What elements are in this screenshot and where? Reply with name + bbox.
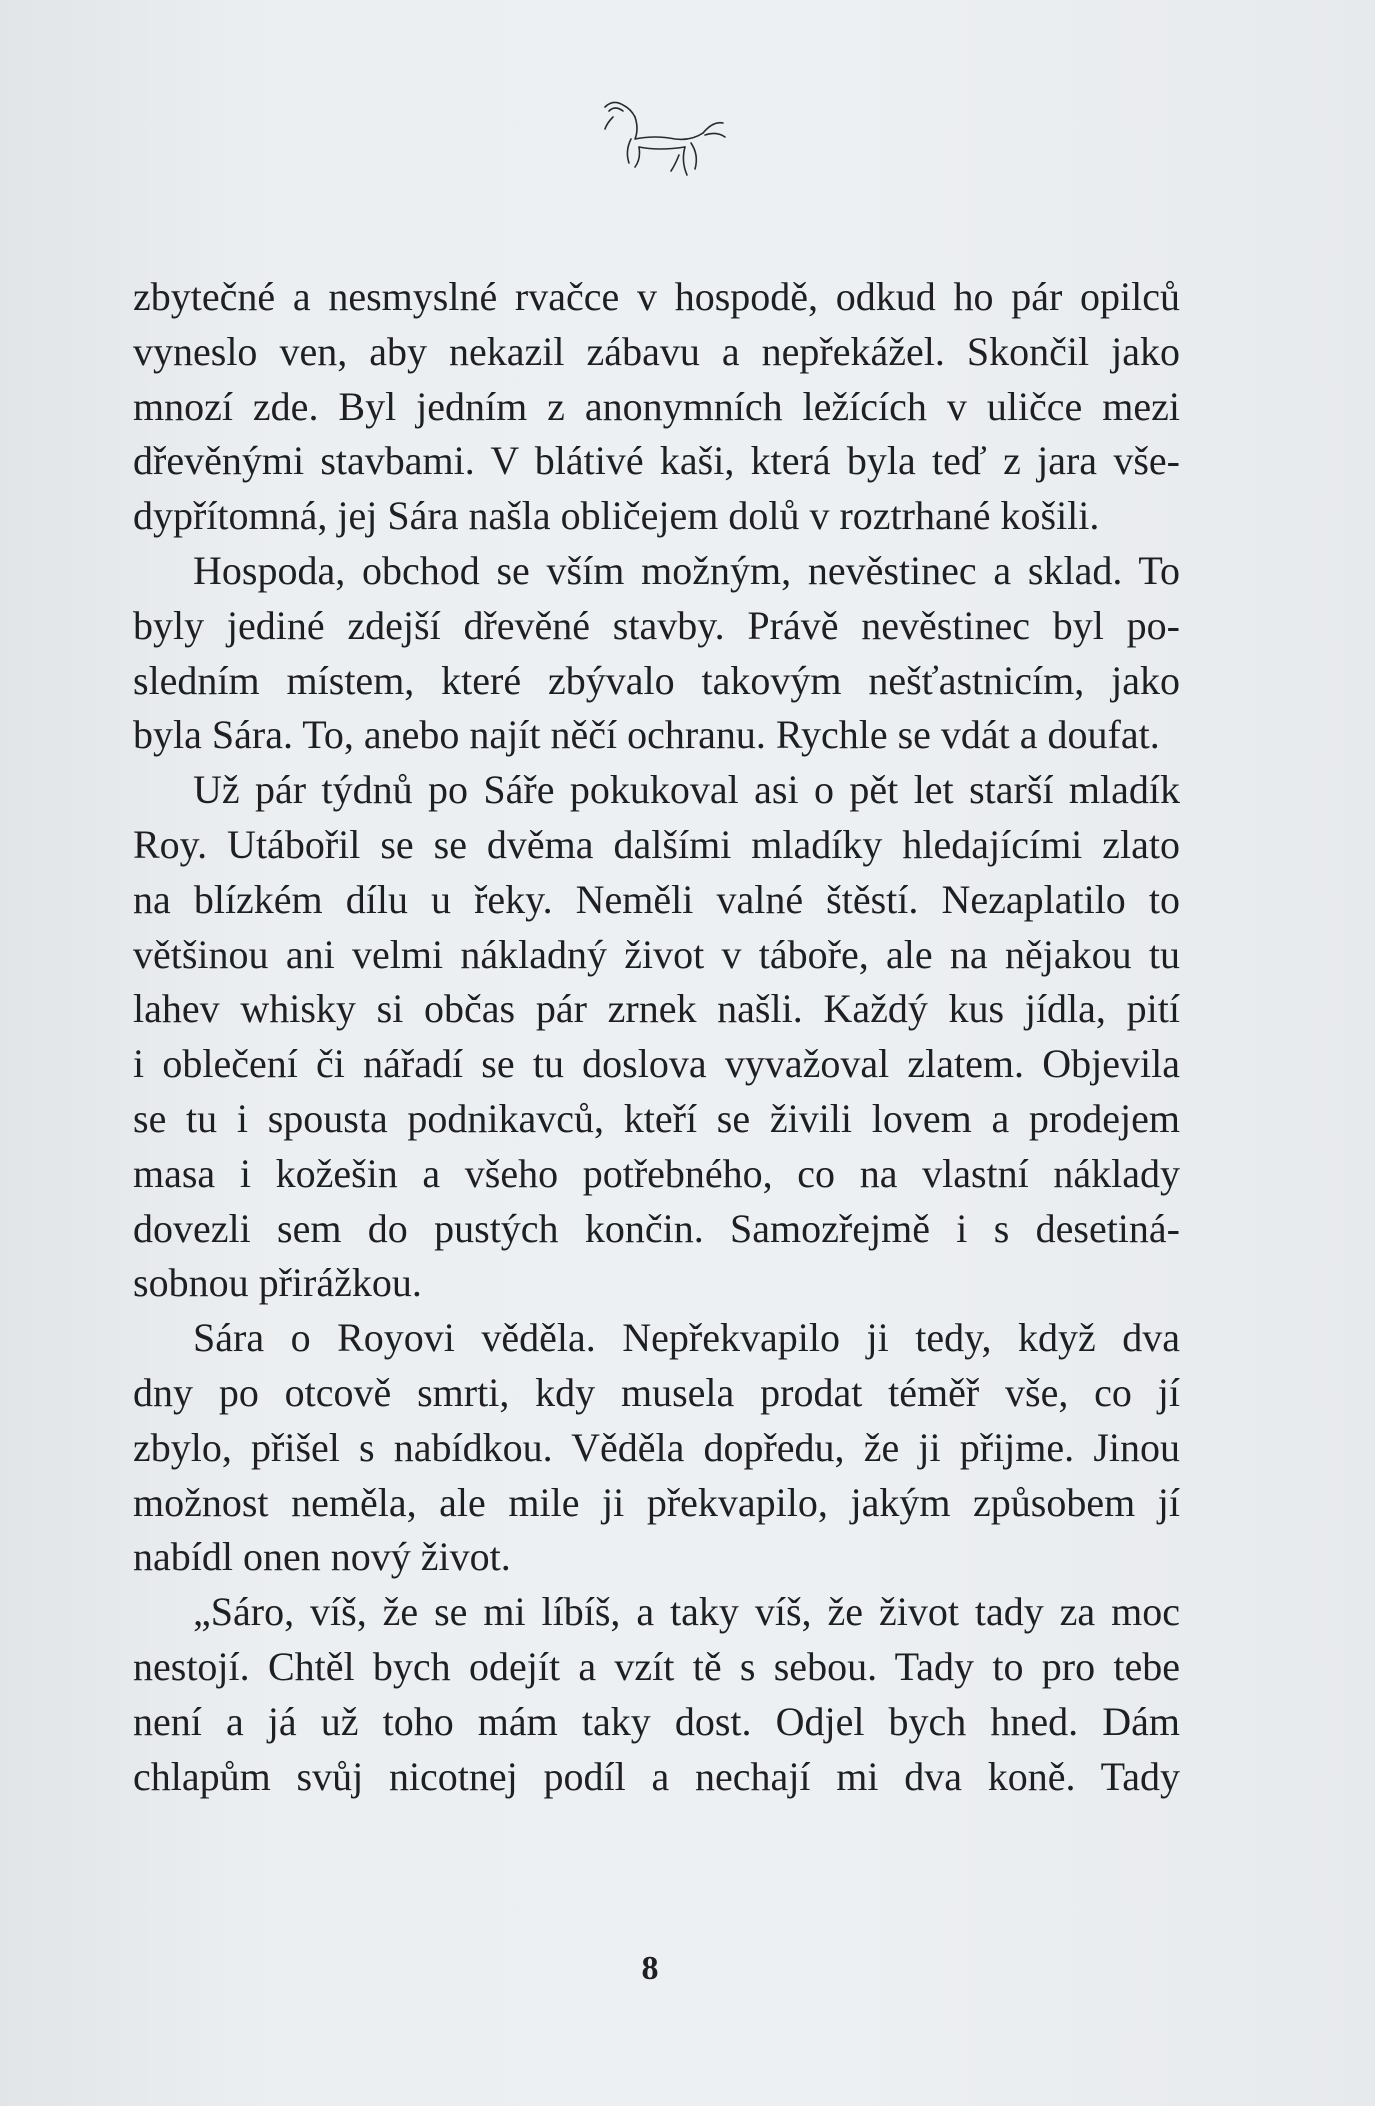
- text-line: dny po otcově smrti, kdy musela prodat téměř vše, co jí: [133, 1369, 1180, 1415]
- text-line: „Sáro, víš, že se mi líbíš, a taky víš, že život tady za moc: [193, 1589, 1180, 1635]
- text-line: zbylo, přišel s nabídkou. Věděla dopředu, že ji přijme. Jinou: [133, 1424, 1180, 1470]
- text-line: Hospoda, obchod se vším možným, nevěstinec a sklad. To: [193, 547, 1180, 593]
- text-line: dovezli sem do pustých končin. Samozřejmě i s desetiná-: [133, 1205, 1180, 1251]
- text-line: vyneslo ven, aby nekazil zábavu a nepřekážel. Skončil jako: [133, 328, 1180, 374]
- text-line: možnost neměla, ale mile ji překvapilo, jakým způsobem jí: [133, 1479, 1180, 1525]
- text-line: Roy. Utábořil se se dvěma dalšími mladíky hledajícími zlato: [133, 821, 1180, 867]
- text-line: není a já už toho mám taky dost. Odjel bych hned. Dám: [133, 1698, 1180, 1744]
- text-line: Sára o Royovi věděla. Nepřekvapilo ji tedy, když dva: [193, 1315, 1180, 1361]
- text-line: na blízkém dílu u řeky. Neměli valné štěstí. Nezaplatilo to: [133, 876, 1180, 922]
- text-line: se tu i spousta podnikavců, kteří se živili lovem a prodejem: [133, 1095, 1180, 1141]
- text-line: masa i kožešin a všeho potřebného, co na vlastní náklady: [133, 1150, 1180, 1196]
- text-line: sledním místem, které zbývalo takovým nešťastnicím, jako: [133, 657, 1180, 703]
- text-line: zbytečné a nesmyslné rvačce v hospodě, odkud ho pár opilců: [133, 274, 1180, 319]
- text-line: nabídl onen nový život.: [133, 1534, 511, 1580]
- text-line: nestojí. Chtěl bych odejít a vzít tě s sebou. Tady to pro tebe: [133, 1643, 1180, 1689]
- body-text: [133, 270, 1180, 1804]
- text-line: dypřítomná, jej Sára našla obličejem dolů v roztrhané košili.: [133, 493, 1100, 539]
- page-number: 8: [641, 1950, 659, 1987]
- text-line: dřevěnými stavbami. V blátivé kaši, která byla teď z jara vše-: [133, 438, 1180, 484]
- horse-icon: [595, 95, 735, 205]
- text-line: chlapům svůj nicotnej podíl a nechají mi dva koně. Tady: [133, 1753, 1180, 1799]
- text-line: i oblečení či nářadí se tu doslova vyvažoval zlatem. Objevila: [133, 1041, 1180, 1087]
- text-line: lahev whisky si občas pár zrnek našli. Každý kus jídla, pití: [133, 986, 1180, 1032]
- text-line: byly jediné zdejší dřevěné stavby. Právě nevěstinec byl po-: [133, 602, 1180, 648]
- text-line: většinou ani velmi nákladný život v táboře, ale na nějakou tu: [133, 931, 1180, 977]
- text-line: Už pár týdnů po Sáře pokukoval asi o pět let starší mladík: [193, 767, 1180, 813]
- text-line: byla Sára. To, anebo najít něčí ochranu. Rychle se vdát a doufat.: [133, 712, 1160, 758]
- text-line: mnozí zde. Byl jedním z anonymních ležících v uličce mezi: [133, 383, 1180, 429]
- text-line: sobnou přirážkou.: [133, 1260, 422, 1306]
